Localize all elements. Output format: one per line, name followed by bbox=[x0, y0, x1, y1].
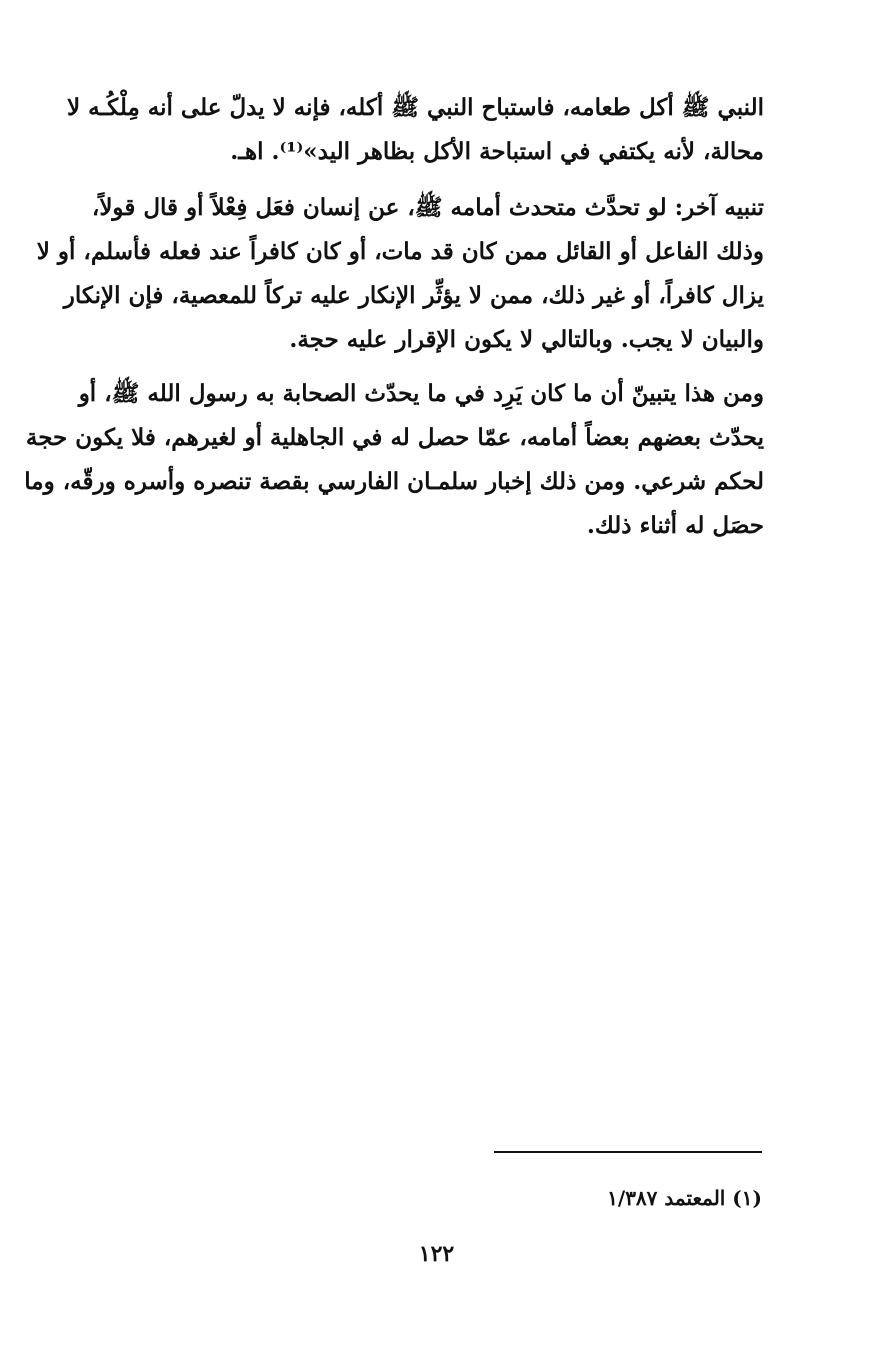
paragraph-line: تنبيه آخر: لو تحدَّث متحدث أمامه ﷺ، عن إنسان فعَل فِعْلاً أو قال قولاً، bbox=[91, 194, 764, 221]
paragraph-line: والبيان لا يجب. وبالتالي لا يكون الإقرار عليه حجة. bbox=[289, 326, 764, 353]
paragraph-line: ومن هذا يتبينّ أن ما كان يَرِد في ما يحدّث الصحابة به رسول الله ﷺ، أو bbox=[78, 380, 764, 407]
page-number: ١٢٢ bbox=[418, 1241, 455, 1267]
paragraph-3 bbox=[24, 372, 764, 548]
paragraph-line: وذلك الفاعل أو القائل ممن كان قد مات، أو كان كافراً عند فعله فأسلم، أو لا bbox=[36, 238, 764, 265]
paragraph-line: لحكم شرعي. ومن ذلك إخبار سلمـان الفارسي بقصة تنصره وأسره ورقّه، وما bbox=[24, 468, 764, 495]
paragraph-1 bbox=[64, 86, 764, 174]
footnote: (١) المعتمد ١/٣٨٧ bbox=[607, 1186, 762, 1210]
paragraph-line: النبي ﷺ أكل طعامه، فاستباح النبي ﷺ أكله، فإنه لا يدلّ على أنه مِلْكُـه لا bbox=[66, 94, 764, 121]
footnote-divider bbox=[494, 1151, 762, 1153]
paragraph-line: حصَل له أثناء ذلك. bbox=[586, 512, 764, 539]
paragraph-line: يزال كافراً، أو غير ذلك، ممن لا يؤثِّر الإنكار عليه تركاً للمعصية، فإن الإنكار bbox=[63, 282, 764, 309]
paragraph-line: محالة، لأنه يكتفي في استباحة الأكل بظاهر اليد»⁽¹⁾. اهـ. bbox=[230, 138, 764, 165]
paragraph-2 bbox=[36, 186, 764, 362]
paragraph-line: يحدّث بعضهم بعضاً أمامه، عمّا حصل له في الجاهلية أو لغيرهم، فلا يكون حجة bbox=[25, 424, 764, 451]
